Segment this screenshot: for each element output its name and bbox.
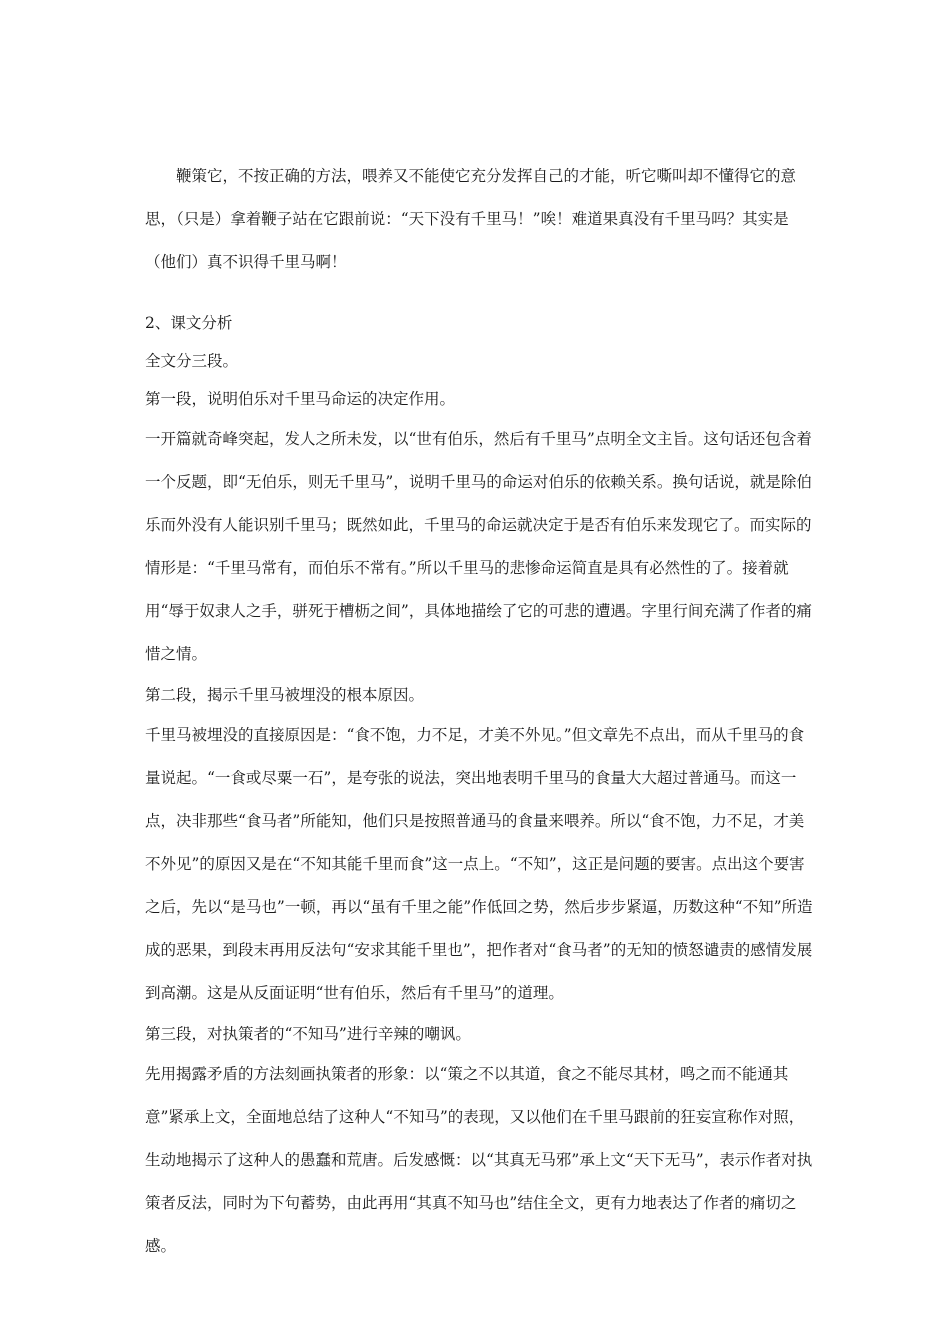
structure-summary: 全文分三段。 — [145, 352, 239, 370]
section-heading: 2、课文分析 — [145, 314, 233, 332]
paragraph-one-analysis: 一开篇就奇峰突起，发人之所未发，以“世有伯乐，然后有千里马”点明全文主旨。这句话还包含着一个反题，即“无伯乐，则无千里马”，说明千里马的命运对伯乐的依赖关系。换句话说，就是除伯乐而外没有人能识别千里马；既然如此，千里马的命运就决定于是否有伯乐来发现它了。而实际的情形是：“千里马常有，而伯乐不常有。”所以千里马的悲惨命运简直是具有必然性的了。接着就用“辱于奴隶人之手，骈死于槽枥之间”，具体地描绘了它的可悲的遭遇。字里行间充满了作者的痛惜之情。 — [145, 430, 812, 663]
document-body — [145, 155, 813, 1268]
paragraph-three-analysis: 先用揭露矛盾的方法刻画执策者的形象：以“策之不以其道，食之不能尽其材，鸣之而不能通其意”紧承上文，全面地总结了这种人“不知马”的表现，又以他们在千里马跟前的狂妄宣称作对照，生动地揭示了这种人的愚蠢和荒唐。后发感慨：以“其真无马邪”承上文“天下无马”，表示作者对执策者反法，同时为下句蓄势，由此再用“其真不知马也”结住全文，更有力地表达了作者的痛切之感。 — [145, 1065, 813, 1255]
paragraph-three-heading: 第三段，对执策者的“不知马”进行辛辣的嘲讽。 — [145, 1025, 471, 1043]
translation-paragraph: 鞭策它，不按正确的方法，喂养又不能使它充分发挥自己的才能，听它嘶叫却不懂得它的意思，（只是）拿着鞭子站在它跟前说：“天下没有千里马！”唉！难道果真没有千里马吗？其实是（他们）真不识得千里马啊！ — [145, 167, 797, 271]
paragraph-two-analysis: 千里马被埋没的直接原因是：“食不饱，力不足，才美不外见。”但文章先不点出，而从千里马的食量说起。“一食或尽粟一石”，是夸张的说法，突出地表明千里马的食量大大超过普通马。而这一点，决非那些“食马者”所能知，他们只是按照普通马的食量来喂养。所以“食不饱，力不足，才美不外见”的原因又是在“不知其能千里而食”这一点上。“不知”，这正是问题的要害。点出这个要害之后，先以“是马也”一顿，再以“虽有千里之能”作低回之势，然后步步紧逼，历数这种“不知”所造成的恶果，到段末再用反法句“安求其能千里也”，把作者对“食马者”的无知的愤怒谴责的感情发展到高潮。这是从反面证明“世有伯乐，然后有千里马”的道理。 — [145, 726, 813, 1002]
paragraph-one-heading: 第一段，说明伯乐对千里马命运的决定作用。 — [145, 390, 456, 408]
paragraph-two-heading: 第二段，揭示千里马被埋没的根本原因。 — [145, 686, 425, 704]
